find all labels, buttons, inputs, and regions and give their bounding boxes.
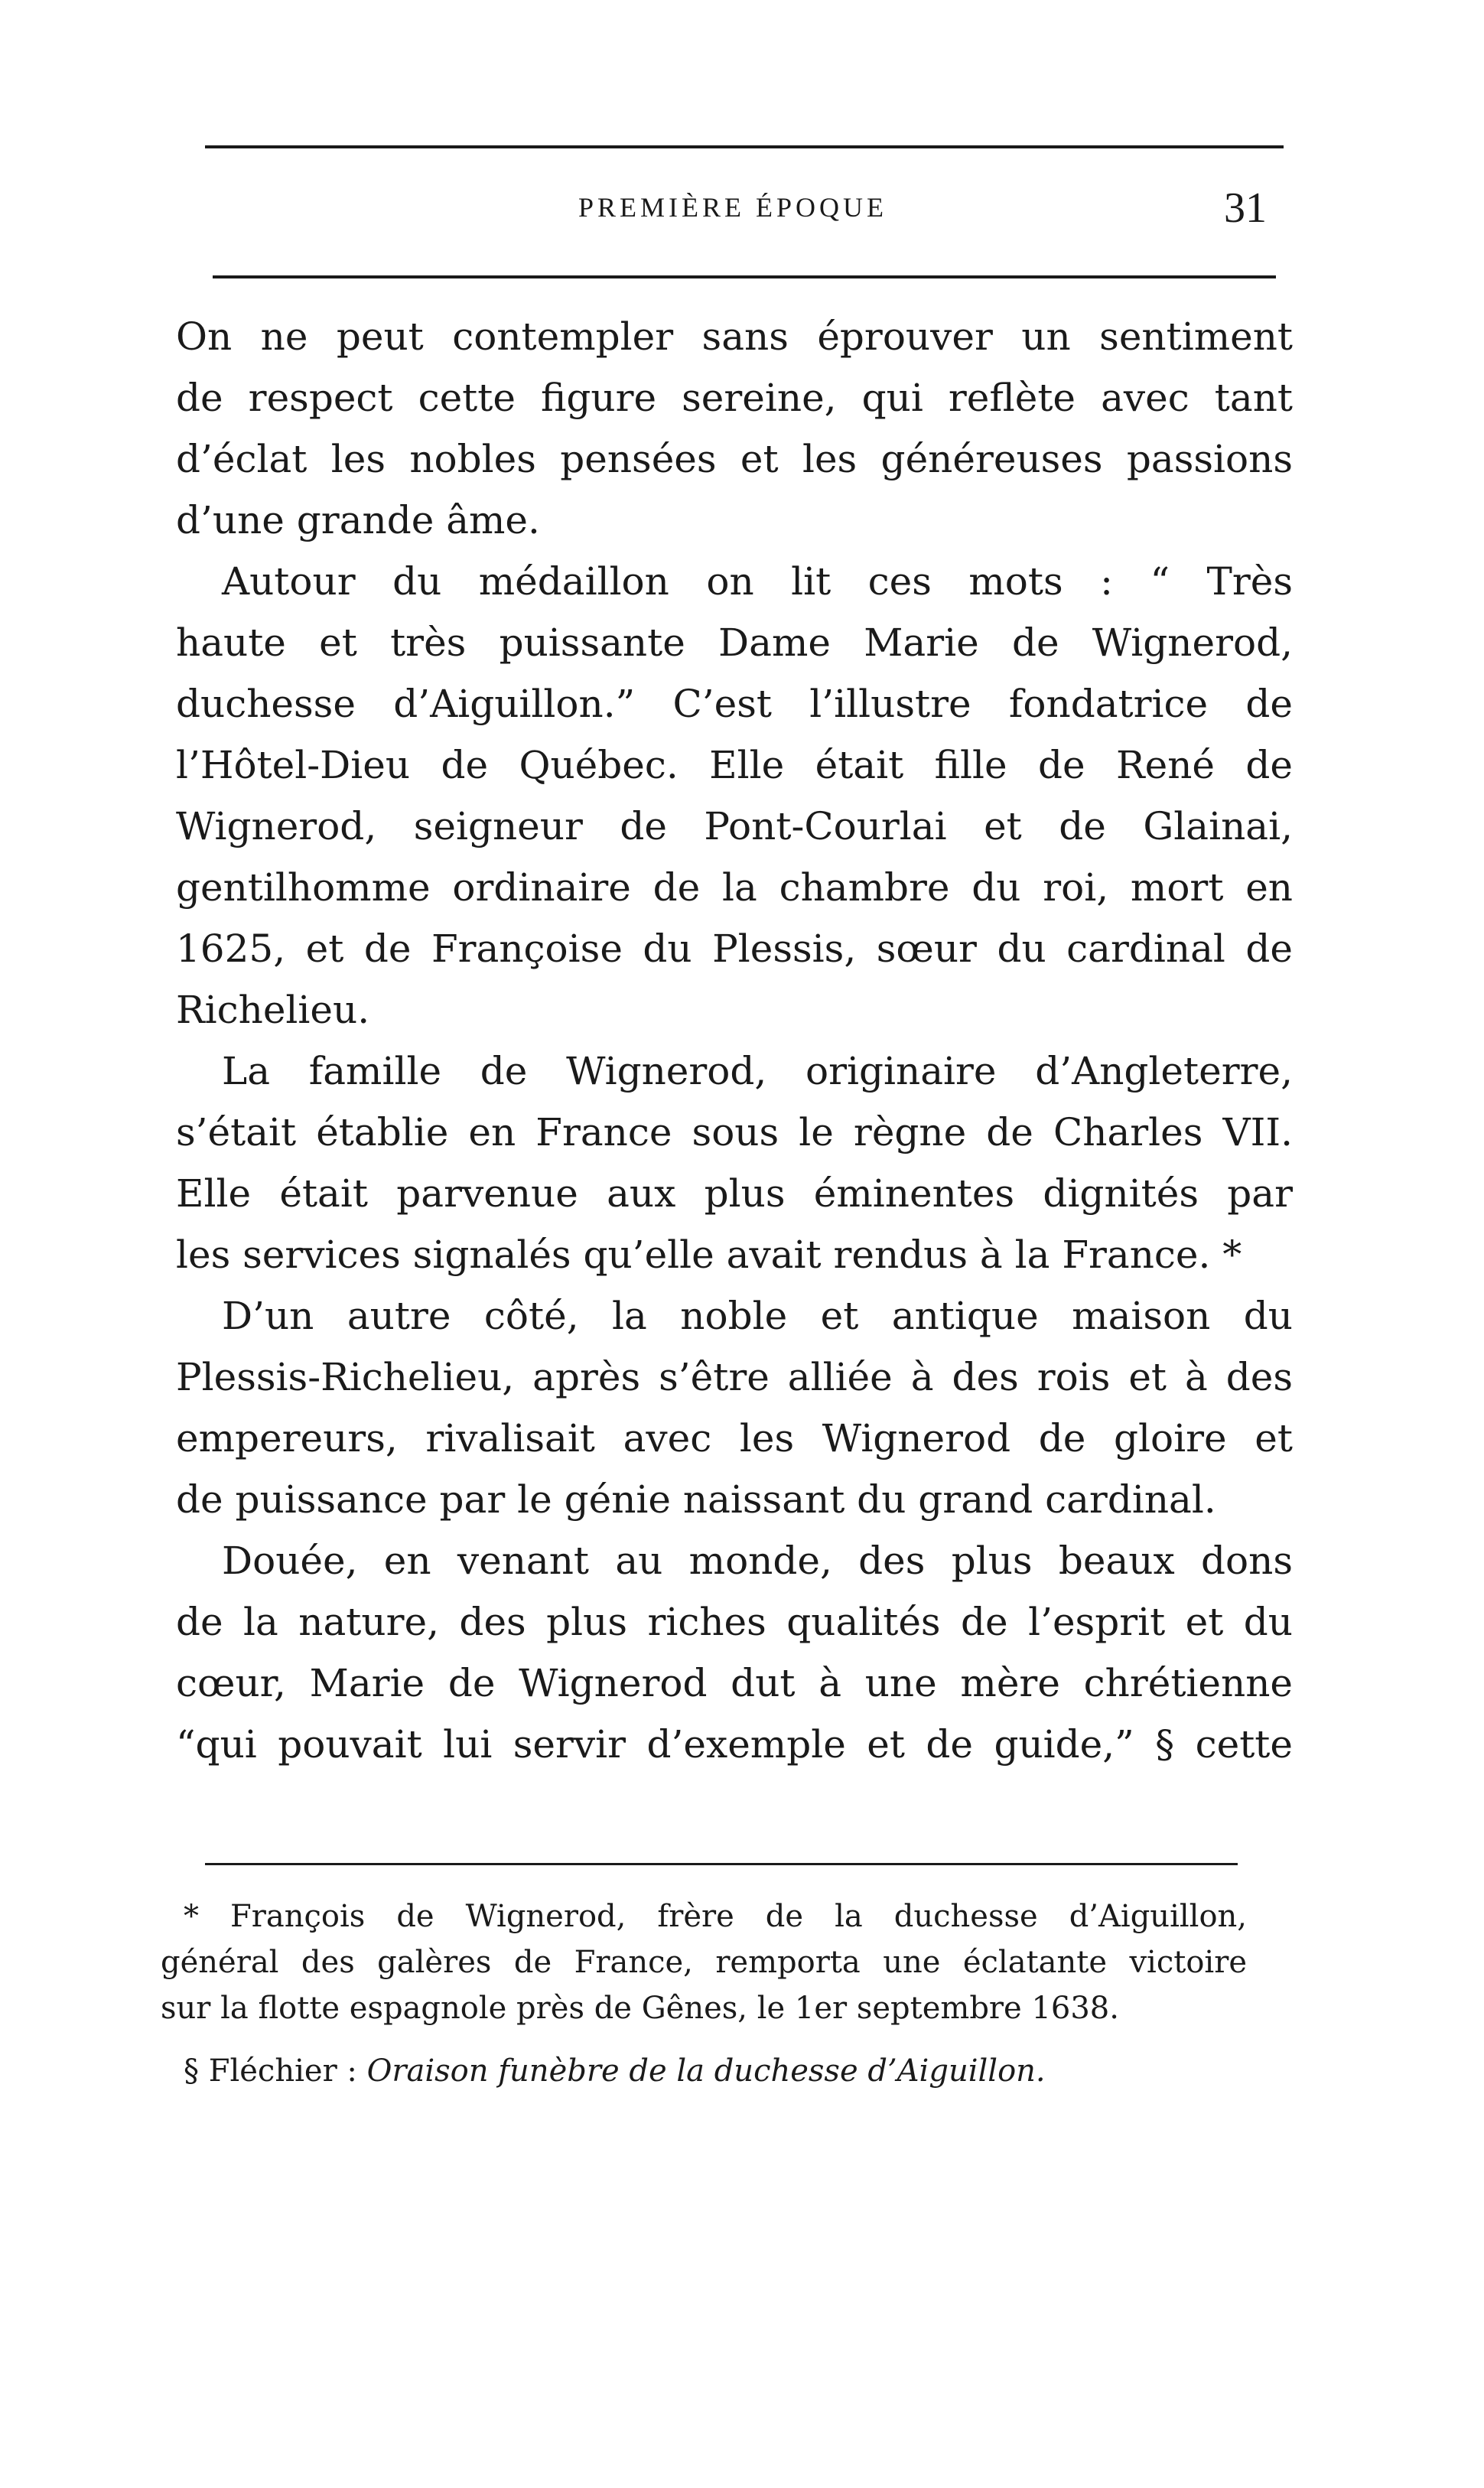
footnote-source-title: Oraison funèbre de la duchesse d’Aiguillon. [366, 2053, 1046, 2089]
text-line: “qui pouvait lui servir d’exemple et de guide,” § cette [176, 1722, 1293, 1767]
page-number: 31 [1224, 184, 1267, 232]
text-line: haute et très puissante Dame Marie de Wignerod, [176, 620, 1293, 665]
footnote-line: général des galères de France, remporta une éclatante victoire [161, 1945, 1247, 1980]
text-line: La famille de Wignerod, originaire d’Angleterre, [222, 1049, 1293, 1093]
text-line: les services signalés qu’elle avait rendus à la France. * [176, 1233, 1242, 1277]
text-line: s’était établie en France sous le règne de Charles VII. [176, 1110, 1293, 1154]
text-line: cœur, Marie de Wignerod dut à une mère chrétienne [176, 1661, 1293, 1705]
text-line: Richelieu. [176, 988, 370, 1032]
running-head [213, 184, 1276, 245]
running-title: PREMIÈRE ÉPOQUE [578, 192, 887, 223]
footnote-source-prefix: § Fléchier : [184, 2053, 367, 2089]
footnote-line: sur la flotte espagnole près de Gênes, le 1er septembre 1638. [161, 1991, 1119, 2026]
text-line: d’éclat les nobles pensées et les généreuses passions [176, 437, 1293, 481]
text-line: duchesse d’Aiguillon.” C’est l’illustre fondatrice de [176, 682, 1293, 726]
text-line: Autour du médaillon on lit ces mots : “ Très [222, 559, 1293, 604]
text-line: de la nature, des plus riches qualités de l’esprit et du [176, 1600, 1293, 1644]
text-line: Elle était parvenue aux plus éminentes dignités par [176, 1171, 1293, 1216]
text-line: D’un autre côté, la noble et antique maison du [222, 1294, 1293, 1338]
body-text [176, 306, 1293, 1775]
footnotes [161, 1894, 1247, 2094]
text-line: On ne peut contempler sans éprouver un sentiment [176, 314, 1293, 359]
footnote-rule [205, 1863, 1238, 1865]
top-rule [205, 145, 1284, 148]
text-line: empereurs, rivalisait avec les Wignerod de gloire et [176, 1416, 1293, 1461]
text-line: l’Hôtel-Dieu de Québec. Elle était fille de René de [176, 743, 1293, 787]
text-line: Wignerod, seigneur de Pont-Courlai et de Glainai, [176, 804, 1293, 848]
footnote-line: * François de Wignerod, frère de la duchesse d’Aiguillon, [184, 1899, 1247, 1934]
text-line: d’une grande âme. [176, 498, 540, 542]
text-line: Plessis-Richelieu, après s’être alliée à des rois et à des [176, 1355, 1293, 1399]
header-rule [213, 275, 1276, 278]
footnote-source [161, 2048, 1247, 2094]
text-line: 1625, et de Françoise du Plessis, sœur du cardinal de [176, 926, 1293, 971]
text-line: gentilhomme ordinaire de la chambre du roi, mort en [176, 865, 1293, 910]
text-line: de puissance par le génie naissant du grand cardinal. [176, 1477, 1216, 1522]
text-line: Douée, en venant au monde, des plus beaux dons [222, 1539, 1293, 1583]
text-line: de respect cette figure sereine, qui reflète avec tant [176, 376, 1293, 420]
